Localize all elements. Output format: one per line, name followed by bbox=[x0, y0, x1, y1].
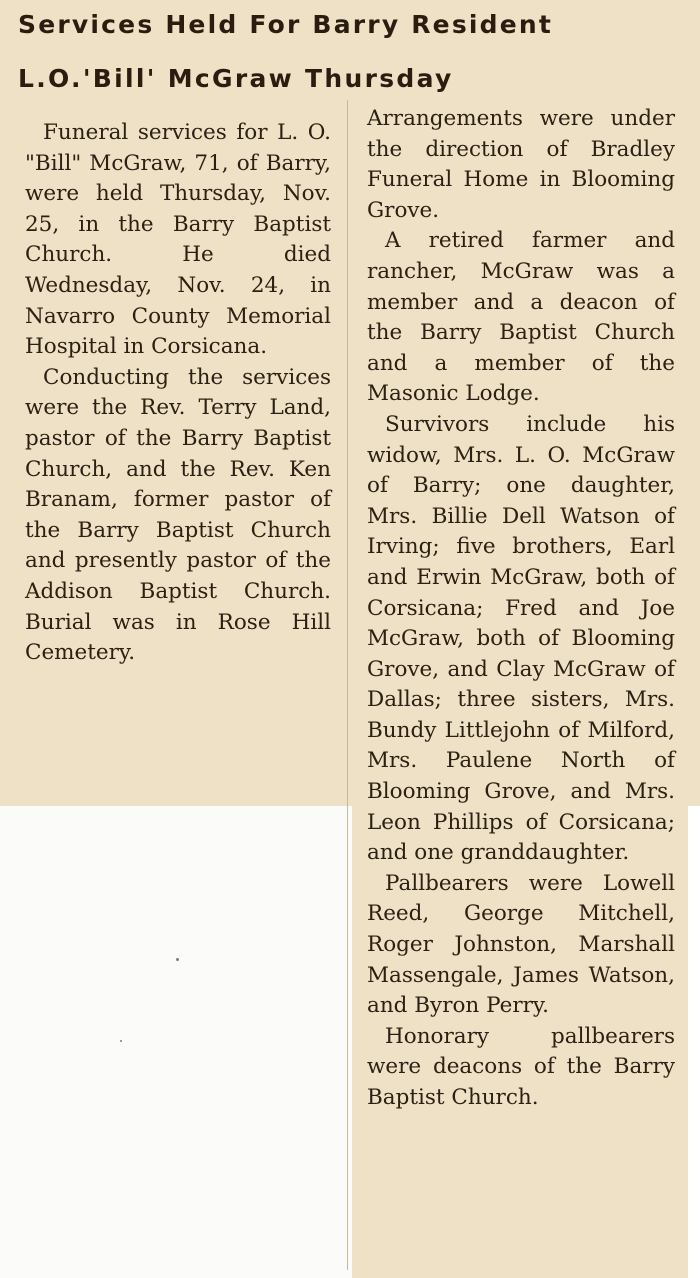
blank-background bbox=[0, 806, 352, 1278]
paper-speck bbox=[120, 1040, 122, 1042]
article-right-column bbox=[367, 104, 675, 1114]
headline-line-2: L.O.'Bill' McGraw Thursday bbox=[18, 64, 454, 93]
article-left-column bbox=[25, 118, 331, 669]
column-divider bbox=[347, 100, 348, 1270]
paragraph-arrangements: Arrangements were under the direction of Bradley Funeral Home in Blooming Grove. bbox=[367, 106, 675, 223]
headline-line-1: Services Held For Barry Resident bbox=[18, 10, 554, 39]
paragraph-honorary-pallbearers: Honorary pallbearers were deacons of the Barry Baptist Church. bbox=[367, 1023, 675, 1110]
paragraph-pallbearers: Pallbearers were Lowell Reed, George Mitchell, Roger Johnston, Marshall Massengale, James Watson, and Byron Perry. bbox=[367, 870, 675, 1019]
paragraph-survivors: Survivors include his widow, Mrs. L. O. McGraw of Barry; one daughter, Mrs. Billie Dell Watson of Irving; five brothers, Earl and Erwin McGraw, both of Corsicana; Fred and Joe McGraw, both of Blooming Grove, and Clay McGraw of Dallas; three sisters, Mrs. Bundy Littlejohn of Milford, Mrs. Paulene North of Blooming Grove, and Mrs. Leon Phillips of Corsicana; and one granddaughter. bbox=[367, 411, 675, 866]
paragraph-biography: A retired farmer and rancher, McGraw was a member and a deacon of the Barry Baptist Church and a member of the Masonic Lodge. bbox=[367, 228, 675, 407]
paper-speck bbox=[176, 958, 179, 961]
paragraph-funeral-services: Funeral services for L. O. "Bill" McGraw, 71, of Barry, were held Thursday, Nov. 25, in the Barry Baptist Church. He died Wednesday, Nov. 24, in Navarro County Memorial Hospital in Corsicana. bbox=[25, 120, 331, 360]
paragraph-conducting-services: Conducting the services were the Rev. Terry Land, pastor of the Barry Baptist Church, and the Rev. Ken Branam, former pastor of the Barry Baptist Church and presently pastor of the Addison Baptist Church. Burial was in Rose Hill Cemetery. bbox=[25, 364, 331, 666]
